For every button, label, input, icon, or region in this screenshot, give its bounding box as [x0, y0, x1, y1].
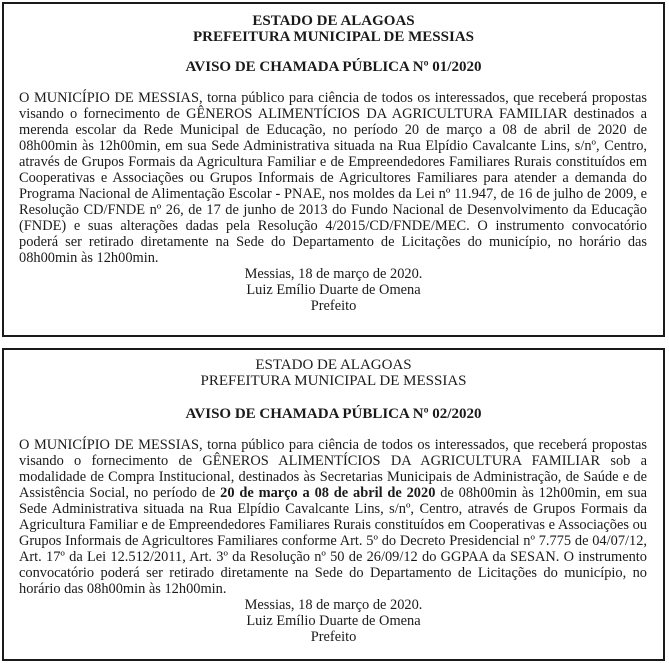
place-date: Messias, 18 de março de 2020. — [244, 597, 423, 613]
state-heading: ESTADO DE ALAGOAS — [252, 13, 415, 29]
notice-body-part1: O MUNICÍPIO DE MESSIAS, torna público para ciência de todos os interessados, que receberá propostas visando o fornecimento de GÊNEROS ALIMENTÍCIOS DA AGRICULTURA FAMILIAR sob a modalidade de Compra Institucional, destinados às Secretarias Municipais de Administração, de Saúde e de Assistência Social, no período de — [19, 437, 647, 501]
notice-body-period: 20 de março a 08 de abril de 2020 — [220, 485, 436, 501]
notice-title: AVISO DE CHAMADA PÚBLICA Nº 01/2020 — [185, 59, 482, 75]
notice-01-2020 — [2, 2, 665, 337]
prefecture-heading: PREFEITURA MUNICIPAL DE MESSIAS — [192, 29, 474, 45]
notice-02-2020 — [2, 348, 665, 661]
signatory-role: Prefeito — [310, 629, 357, 645]
place-date: Messias, 18 de março de 2020. — [244, 266, 423, 282]
state-heading: ESTADO DE ALAGOAS — [255, 357, 412, 373]
notice-body: O MUNICÍPIO DE MESSIAS, torna público para ciência de todos os interessados, que receberá propostas visando o fornecimento de GÊNEROS ALIMENTÍCIOS DA AGRICULTURA FAMILIAR destinados a merenda escolar da Rede Municipal de Educação, no período 20 de março a 08 de abril de 2020 de 08h00min às 12h00min, em sua Sede Administrativa situada na Rua Elpídio Cavalcante Lins, s/nº, Centro, através de Grupos Formais da Agricultura Familiar e de Empreendedores Familiares Rurais constituídos em Cooperativas e Associações ou Grupos Informais de Agricultores Familiares para atender a demanda do Programa Nacional de Alimentação Escolar - PNAE, nos moldes da Lei nº 11.947, de 16 de julho de 2009, e Resolução CD/FNDE nº 26, de 17 de junho de 2013 do Fundo Nacional de Desenvolvimento da Educação (FNDE) e suas alterações dadas pela Resolução 4/2015/CD/FNDE/MEC. O instrumento convocatório poderá ser retirado diretamente na Sede do Departamento de Licitações do município, no horário das 08h00min às 12h00min. — [19, 90, 647, 266]
notice-body — [4, 437, 663, 597]
signatory-name: Luiz Emílio Duarte de Omena — [246, 613, 421, 629]
signatory-role: Prefeito — [310, 298, 357, 314]
prefecture-heading: PREFEITURA MUNICIPAL DE MESSIAS — [200, 373, 467, 389]
signatory-name: Luiz Emílio Duarte de Omena — [246, 282, 421, 298]
notice-title: AVISO DE CHAMADA PÚBLICA Nº 02/2020 — [185, 406, 482, 422]
notice-body-part2: de 08h00min às 12h00min, em sua Sede Administrativa situada na Rua Elpídio Cavalcante Lins, s/nº, Centro, através de Grupos Formais da Agricultura Familiar e de Empreendedores Familiares Rurais constituídos em Cooperativas e Associações ou Grupos Informais de Agricultores Familiares conforme Art. 5º do Decreto Presidencial nº 7.775 de 04/07/12, Art. 17º da Lei 12.512/2011, Art. 3º da Resolução nº 50 de 26/09/12 do GGPAA da SESAN. O instrumento convocatório poderá ser retirado diretamente na Sede do Departamento de Licitações do município, no horário das 08h00min às 12h00min. — [19, 485, 647, 597]
